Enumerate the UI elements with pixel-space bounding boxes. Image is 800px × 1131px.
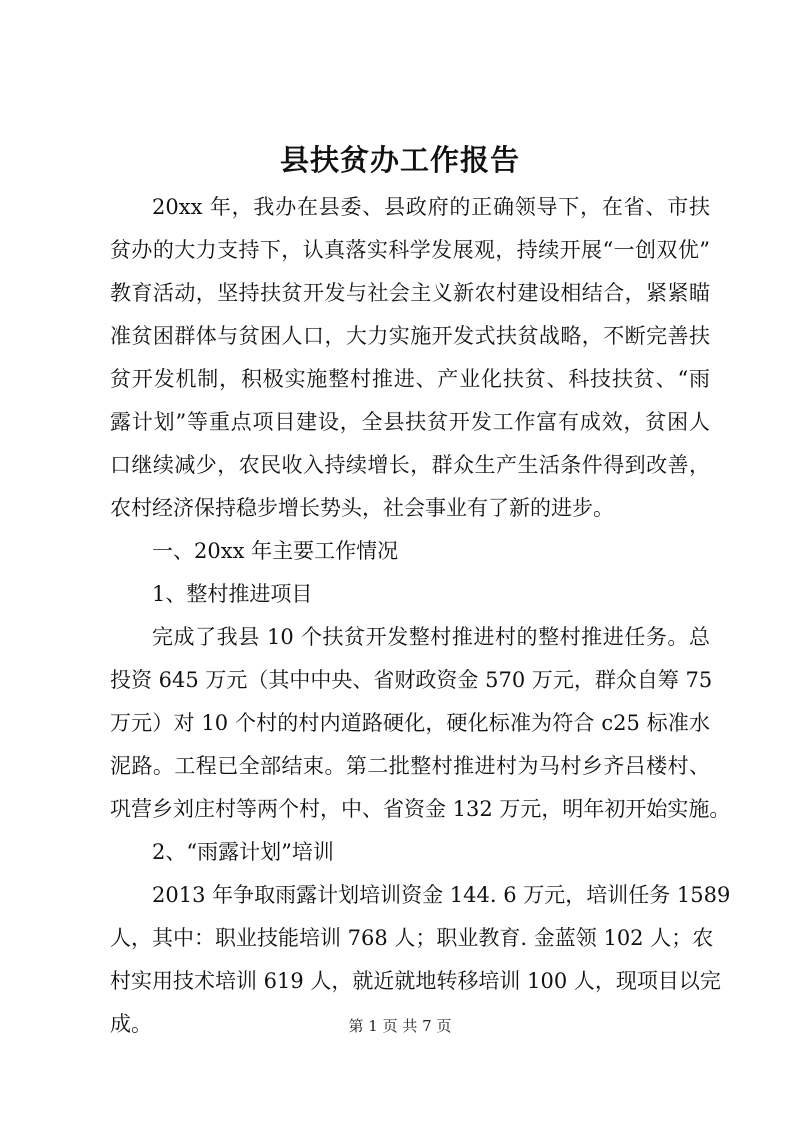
paragraph-line: 农村经济保持稳步增长势头，社会事业有了新的进步。 [110,496,614,520]
paragraph-line: 泥路。工程已全部结束。第二批整村推进村为马村乡齐吕楼村、 [110,754,710,778]
paragraph-line: 20xx 年，我办在县委、县政府的正确领导下，在省、市扶 [152,195,710,219]
paragraph-line: 2013 年争取雨露计划培训资金 144. 6 万元，培训任务 1589 [152,883,731,907]
paragraph-line: 巩营乡刘庄村等两个村，中、省资金 132 万元，明年初开始实施。 [110,797,731,821]
paragraph-line: 万元）对 10 个村的村内道路硬化，硬化标准为符合 c25 标准水 [110,711,710,735]
subsection-heading: 2、“雨露计划”培训 [152,840,334,864]
paragraph-line: 成。 [110,1012,152,1036]
paragraph-line: 口继续减少，农民收入持续增长，群众生产生活条件得到改善， [110,453,710,477]
paragraph-line: 完成了我县 10 个扶贫开发整村推进村的整村推进任务。总 [152,625,710,649]
section-heading: 一、20xx 年主要工作情况 [152,539,399,563]
paragraph-line: 投资 645 万元（其中中央、省财政资金 570 万元，群众自筹 75 [110,668,713,692]
paragraph-line: 村实用技术培训 619 人，就近就地转移培训 100 人，现项目以完 [110,969,721,993]
subsection-heading: 1、整村推进项目 [152,582,313,606]
paragraph-line: 露计划”等重点项目建设，全县扶贫开发工作富有成效，贫困人 [110,410,710,434]
paragraph-line: 教育活动，坚持扶贫开发与社会主义新农村建设相结合，紧紧瞄 [110,281,710,305]
paragraph-line: 贫开发机制，积极实施整村推进、产业化扶贫、科技扶贫、“雨 [110,367,710,391]
paragraph-line: 准贫困群体与贫困人口，大力实施开发式扶贫战略，不断完善扶 [110,324,710,348]
paragraph-line: 贫办的大力支持下，认真落实科学发展观，持续开展“一创双优” [110,238,710,262]
page-indicator: 第 1 页 共 7 页 [348,1017,452,1035]
paragraph-line: 人，其中：职业技能培训 768 人；职业教育. 金蓝领 102 人；农 [110,926,714,950]
document-title: 县扶贫办工作报告 [279,143,520,177]
document-body [110,186,731,1046]
